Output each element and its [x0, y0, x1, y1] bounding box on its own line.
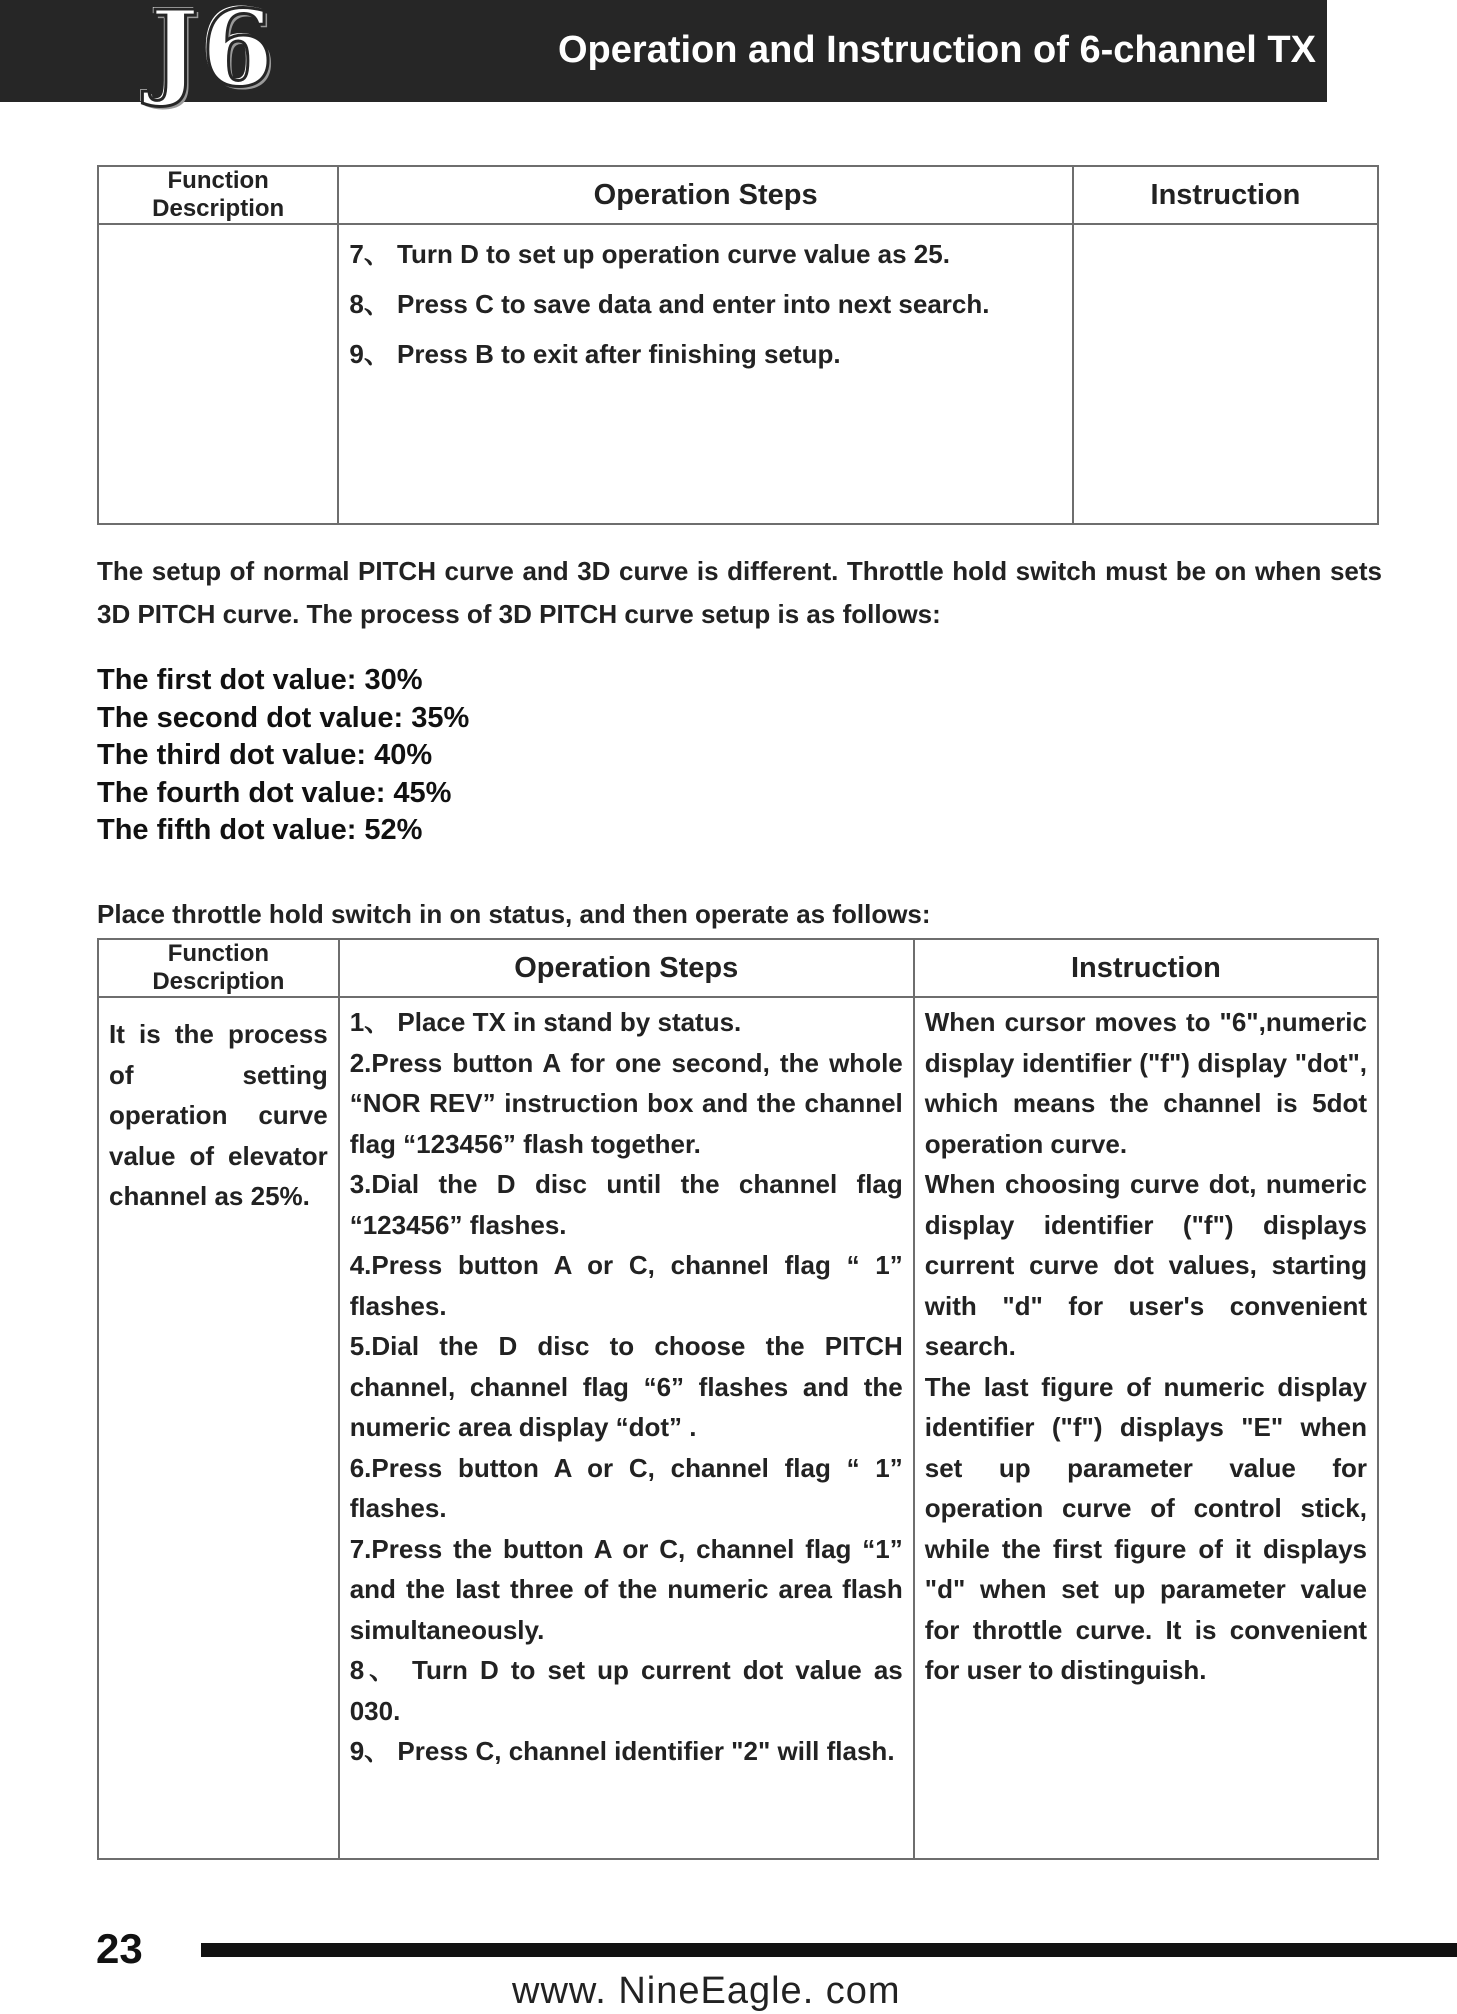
step-item: 2.Press button A for one second, the whole “NOR REV” instruction box and the channel flag “123456” flash together. — [349, 1047, 903, 1159]
table2-header-steps: Operation Steps — [339, 939, 914, 997]
dot-values-list — [97, 662, 469, 850]
dot-value-line: The first dot value: 30% — [97, 664, 423, 696]
instruction-paragraph: The last figure of numeric display identifier ("f") displays "E" when set up parameter value for operation curve of control stick, while the first figure of it displays "d" when set up parameter value for throttle curve. It is convenient for user to distinguish. — [924, 1371, 1367, 1685]
step-item: 8、 Turn D to set up current dot value as 030. — [349, 1655, 903, 1726]
table1-function-cell — [98, 224, 338, 524]
step-item: 5.Dial the D disc to choose the PITCH channel, channel flag “6” flashes and the numeric area display “dot” . — [349, 1331, 903, 1442]
step-item: 6.Press button A or C, channel flag “ 1” flashes. — [349, 1452, 903, 1523]
step-item: 3.Dial the D disc until the channel flag “123456” flashes. — [349, 1169, 903, 1240]
instruction-paragraph: When choosing curve dot, numeric display identifier ("f") displays current curve dot values, starting with "d" for user's convenient search. — [924, 1169, 1367, 1361]
lead-paragraph: Place throttle hold switch in on status, and then operate as follows: — [97, 899, 931, 929]
dot-value-line: The fifth dot value: 52% — [97, 814, 423, 846]
table1-steps-cell — [338, 224, 1073, 524]
operation-table-1 — [97, 165, 1379, 525]
step-line: 7、 Turn D to set up operation curve value as 25. — [349, 239, 950, 269]
step-item: 9、 Press C, channel identifier "2" will flash. — [349, 1736, 895, 1766]
table2-header-instruction: Instruction — [914, 939, 1378, 997]
step-item: 7.Press the button A or C, channel flag “1” and the last three of the numeric area flash simultaneously. — [349, 1533, 903, 1645]
table2-instruction-cell — [914, 997, 1378, 1859]
table2-header-function: Function Description — [98, 939, 339, 997]
intro-paragraph: The setup of normal PITCH curve and 3D curve is different. Throttle hold switch must be on when sets 3D PITCH curve. The process of 3D PITCH curve setup is as follows: — [97, 556, 1382, 629]
table1-header-function: Function Description — [98, 166, 338, 224]
step-line: 8、 Press C to save data and enter into next search. — [349, 289, 990, 319]
page-number: 23 — [96, 1925, 143, 1972]
instruction-paragraph: When cursor moves to "6",numeric display identifier ("f") display "dot", which means the channel is 5dot operation curve. — [924, 1007, 1367, 1159]
table1-instruction-cell — [1073, 224, 1378, 524]
page-header-title: Operation and Instruction of 6-channel TX — [558, 29, 1316, 71]
dot-value-line: The second dot value: 35% — [97, 701, 470, 734]
table1-header-steps: Operation Steps — [338, 166, 1073, 224]
table1-header-instruction: Instruction — [1073, 166, 1378, 224]
table2-steps-cell — [339, 997, 914, 1859]
step-item: 4.Press button A or C, channel flag “ 1” flashes. — [349, 1250, 903, 1321]
dot-value-line: The fourth dot value: 45% — [97, 776, 452, 809]
footer-website: www. NineEagle. com — [512, 1970, 901, 2012]
operation-table-2 — [97, 938, 1379, 1860]
step-line: 9、 Press B to exit after finishing setup. — [349, 339, 841, 369]
j6-logo: J6 — [150, 0, 276, 110]
footer-divider — [201, 1943, 1457, 1957]
step-item: 1、 Place TX in stand by status. — [349, 1007, 742, 1037]
table2-function-cell: It is the process of setting operation curve value of elevator channel as 25%. — [98, 997, 339, 1859]
dot-value-line: The third dot value: 40% — [97, 739, 433, 771]
header-band — [0, 0, 1327, 110]
